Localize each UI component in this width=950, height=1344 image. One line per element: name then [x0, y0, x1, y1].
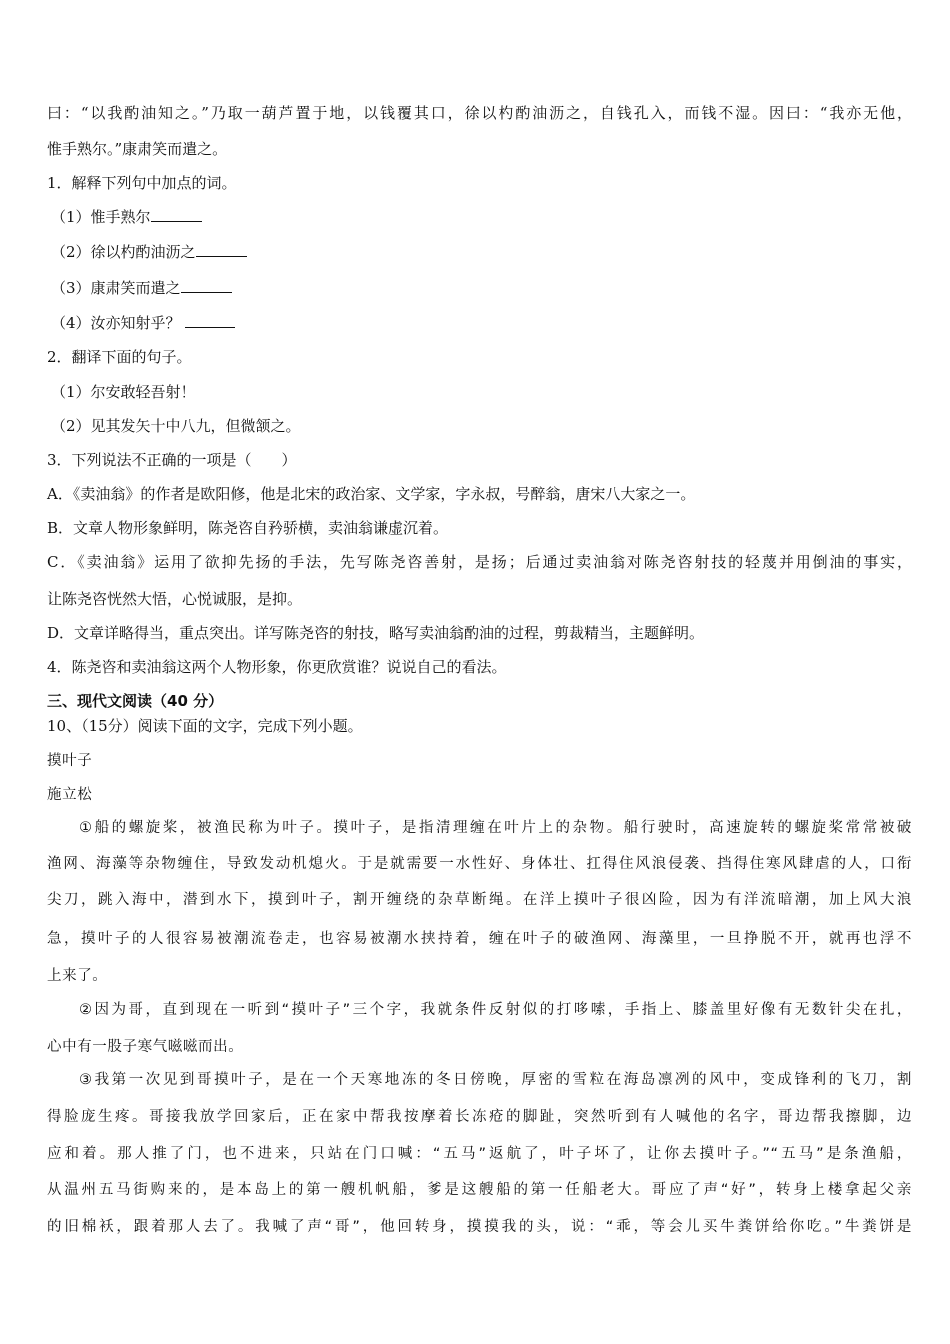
answer-blank[interactable] [196, 242, 247, 257]
passage-line: 应和着。那人推了门，也不进来，只站在门口喊：“五马”返航了，叶子坏了，让你去摸叶子。”“五马”是条渔船， [47, 1146, 912, 1162]
question-3-option-c-cont: 让陈尧咨恍然大悟，心悦诚服，是抑。 [47, 590, 303, 608]
question-4-stem: 4．陈尧咨和卖油翁这两个人物形象，你更欣赏谁？说说自己的看法。 [47, 658, 507, 676]
question-1-stem: 1．解释下列句中加点的词。 [47, 174, 237, 192]
passage-line: ②因为哥，直到现在一听到“摸叶子”三个字，我就条件反射似的打哆嗦，手指上、膝盖里好像有无数针尖在扎， [79, 1002, 912, 1018]
passage-line: ①船的螺旋桨，被渔民称为叶子。摸叶子，是指清理缠在叶片上的杂物。船行驶时，高速旋转的螺旋桨常常被破 [79, 820, 912, 836]
question-2-item: （2）见其发矢十中八九，但微颔之。 [51, 417, 301, 435]
answer-blank[interactable] [151, 207, 202, 222]
question-3-option-a: A．《卖油翁》的作者是欧阳修，他是北宋的政治家、文学家，字永叔，号醉翁，唐宋八大家之一。 [47, 485, 696, 503]
question-2-item: （1）尔安敢轻吾射！ [51, 383, 196, 401]
passage-line: 从温州五马街购来的，是本岛上的第一艘机帆船，爹是这艘船的第一任船老大。哥应了声“好”，转身上楼拿起父亲 [47, 1182, 912, 1198]
question-1-item: （4）汝亦知射乎？ [51, 313, 912, 333]
passage-line: 尖刀，跳入海中，潜到水下，摸到叶子，割开缠绕的杂草断绳。在洋上摸叶子很凶险，因为有洋流暗潮，加上风大浪 [47, 892, 912, 908]
question-3-option-c: C．《卖油翁》运用了欲抑先扬的手法，先写陈尧咨善射，是扬；后通过卖油翁对陈尧咨射技的轻蔑并用倒油的事实， [47, 553, 912, 571]
answer-blank[interactable] [185, 313, 235, 328]
question-1-item: （1）惟手熟尔 [51, 207, 912, 227]
passage-line: 得脸庞生疼。哥接我放学回家后，正在家中帮我按摩着长冻疮的脚趾，突然听到有人喊他的名字，哥边帮我擦脚，边 [47, 1109, 912, 1125]
passage-line: 急，摸叶子的人很容易被潮流卷走，也容易被潮水挟持着，缠在叶子的破渔网、海藻里，一旦挣脱不开，就再也浮不 [47, 931, 912, 947]
passage-title: 摸叶子 [47, 753, 93, 769]
section-heading: 三、现代文阅读（40 分） [47, 692, 224, 710]
question-3-option-d: D．文章详略得当，重点突出。详写陈尧咨的射技，略写卖油翁酌油的过程，剪裁精当，主题鲜明。 [47, 624, 705, 642]
question-2-stem: 2．翻译下面的句子。 [47, 348, 192, 366]
passage-line: 渔网、海藻等杂物缠住，导致发动机熄火。于是就需要一水性好、身体壮、扛得住风浪侵袭、挡得住寒风肆虐的人，口衔 [47, 856, 912, 872]
question-1-item: （3）康肃笑而遣之 [51, 278, 912, 298]
question-3-stem: 3．下列说法不正确的一项是（ ） [47, 451, 297, 469]
passage-line: 的旧棉袄，跟着那人去了。我喊了声“哥”，他回转身，摸摸我的头，说：“乖，等会儿买牛粪饼给你吃。”牛粪饼是 [47, 1219, 912, 1235]
passage-line: 心中有一股子寒气嗞嗞而出。 [47, 1039, 244, 1055]
passage-author: 施立松 [47, 787, 93, 803]
passage-line: ③我第一次见到哥摸叶子，是在一个天寒地冻的冬日傍晚，厚密的雪粒在海岛凛冽的风中，变成锋利的飞刀，割 [79, 1072, 912, 1088]
answer-blank[interactable] [181, 278, 232, 293]
classical-text-line: 惟手熟尔。”康肃笑而遣之。 [47, 140, 228, 158]
question-3-option-b: B．文章人物形象鲜明，陈尧咨自矜骄横，卖油翁谦虚沉着。 [47, 519, 449, 537]
question-10-stem: 10、（15分）阅读下面的文字，完成下列小题。 [47, 717, 363, 735]
classical-text-line: 曰：“以我酌油知之。”乃取一葫芦置于地，以钱覆其口，徐以杓酌油沥之，自钱孔入，而钱不湿。因曰：“我亦无他， [47, 104, 912, 122]
passage-line: 上来了。 [47, 968, 108, 984]
question-1-item: （2）徐以杓酌油沥之 [51, 242, 912, 262]
